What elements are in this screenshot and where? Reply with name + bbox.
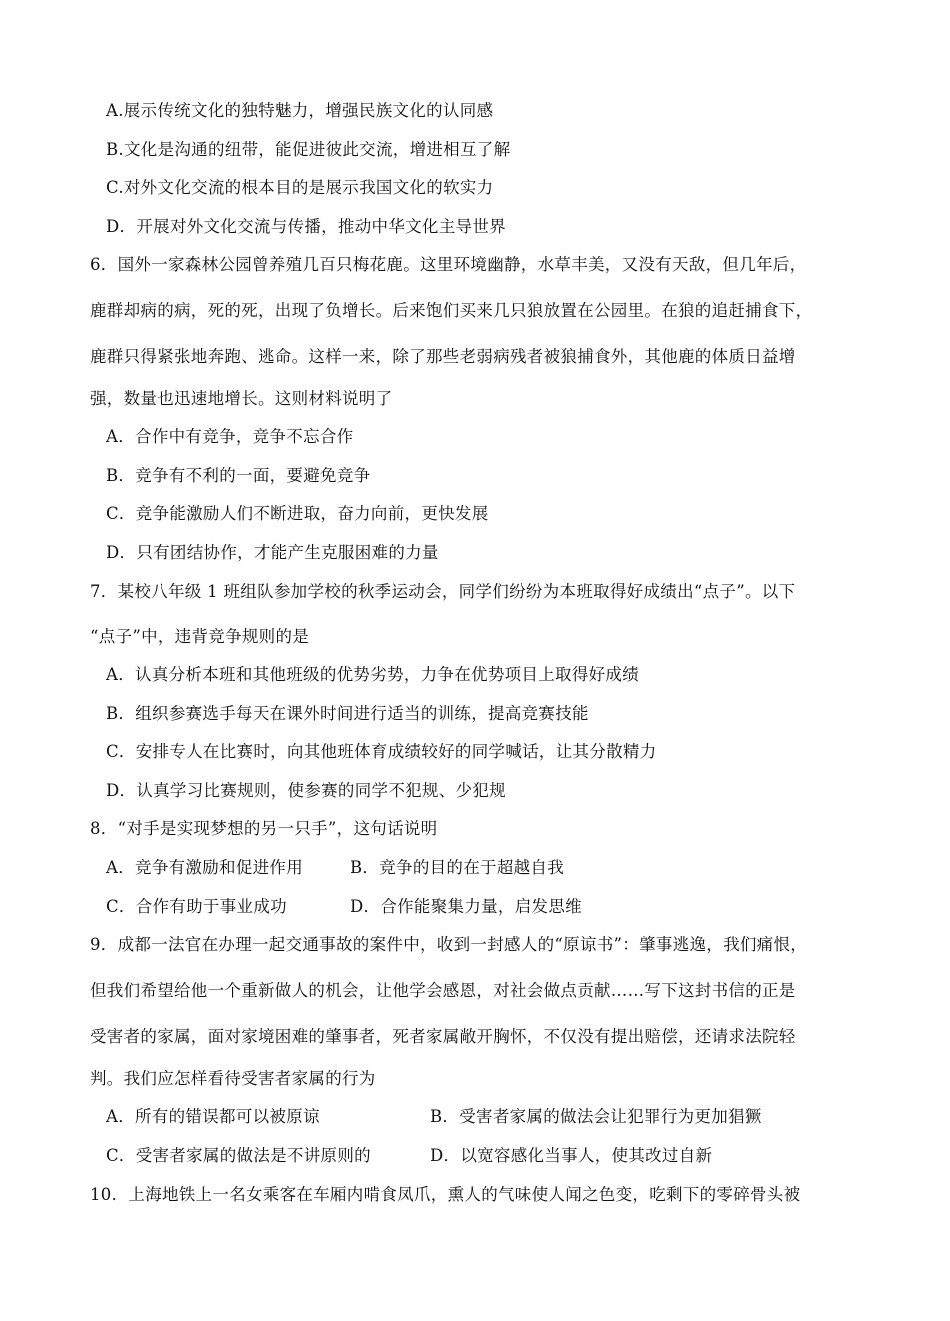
q7-option-d: D．认真学习比赛规则，使参赛的同学不犯规、少犯规 [106,781,506,800]
q6-option-b: B．竞争有不利的一面，要避免竞争 [106,466,371,485]
q9-stem-line-3: 受害者的家属，面对家境困难的肇事者，死者家属敞开胸怀，不仅没有提出赔偿，还请求法院轻 [90,1027,796,1046]
q9-stem-line-2: 但我们希望给他一个重新做人的机会，让他学会感恩，对社会做点贡献……写下这封书信的正是 [90,981,796,1000]
q6-stem-line-3: 鹿群只得紧张地奔跑、逃命。这样一来，除了那些老弱病残者被狼捕食外，其他鹿的体质日益增 [90,347,796,366]
q7-option-a: A．认真分析本班和其他班级的优势劣势，力争在优势项目上取得好成绩 [106,665,640,684]
q6-stem-line-2: 鹿群却病的病，死的死，出现了负增长。后来饱们买来几只狼放置在公园里。在狼的追赶捕食下， [90,301,813,320]
q8-option-d: D．合作能聚集力量，启发思维 [350,897,582,916]
q9-option-b: B．受害者家属的做法会让犯罪行为更加猖獗 [430,1107,762,1126]
q7-option-c: C．安排专人在比赛时，向其他班体育成绩较好的同学喊话，让其分散精力 [106,742,657,761]
q9-option-a: A．所有的错误都可以被原谅 [106,1107,320,1126]
q6-stem-line-1: 6．国外一家森林公园曾养殖几百只梅花鹿。这里环境幽静，水草丰美，又没有天敌，但几年后， [90,255,807,274]
q8-option-a: A．竞争有激励和促进作用 [106,858,304,877]
q7-option-b: B．组织参赛选手每天在课外时间进行适当的训练，提高竞赛技能 [106,704,589,723]
q6-stem-line-4: 强，数量也迅速地增长。这则材料说明了 [90,389,393,408]
q5-option-c: C.对外文化交流的根本目的是展示我国文化的软实力 [106,178,494,197]
q9-stem-line-1: 9．成都一法官在办理一起交通事故的案件中，收到一封感人的“原谅书”：肇事逃逸，我们痛恨， [90,935,808,954]
q8-option-c: C．合作有助于事业成功 [106,897,287,916]
q10-stem-line-1: 10．上海地铁上一名女乘客在车厢内啃食凤爪，熏人的气味使人闻之色变，吃剩下的零碎骨头被 [90,1185,801,1204]
q9-option-d: D．以宽容感化当事人，使其改过自新 [430,1146,713,1165]
q5-option-a: A.展示传统文化的独特魅力，增强民族文化的认同感 [106,101,494,120]
q6-option-d: D．只有团结协作，才能产生克服困难的力量 [106,543,439,562]
q9-stem-line-4: 判。我们应怎样看待受害者家属的行为 [90,1069,376,1088]
q8-option-b: B．竞争的目的在于超越自我 [350,858,565,877]
q6-option-a: A．合作中有竞争，竞争不忘合作 [106,427,354,446]
q7-stem-line-1: 7．某校八年级 1 班组队参加学校的秋季运动会，同学们纷纷为本班取得好成绩出“点子”。以下 [90,582,796,601]
q5-option-d: D．开展对外文化交流与传播，推动中华文化主导世界 [106,217,506,236]
q6-option-c: C．竞争能激励人们不断进取，奋力向前，更快发展 [106,504,489,523]
q8-stem: 8．“对手是实现梦想的另一只手”，这句话说明 [90,819,438,838]
q5-option-b: B.文化是沟通的纽带，能促进彼此交流，增进相互了解 [106,140,511,159]
q9-option-c: C．受害者家属的做法是不讲原则的 [106,1146,371,1165]
q7-stem-line-2: “点子”中，违背竞争规则的是 [90,627,310,646]
